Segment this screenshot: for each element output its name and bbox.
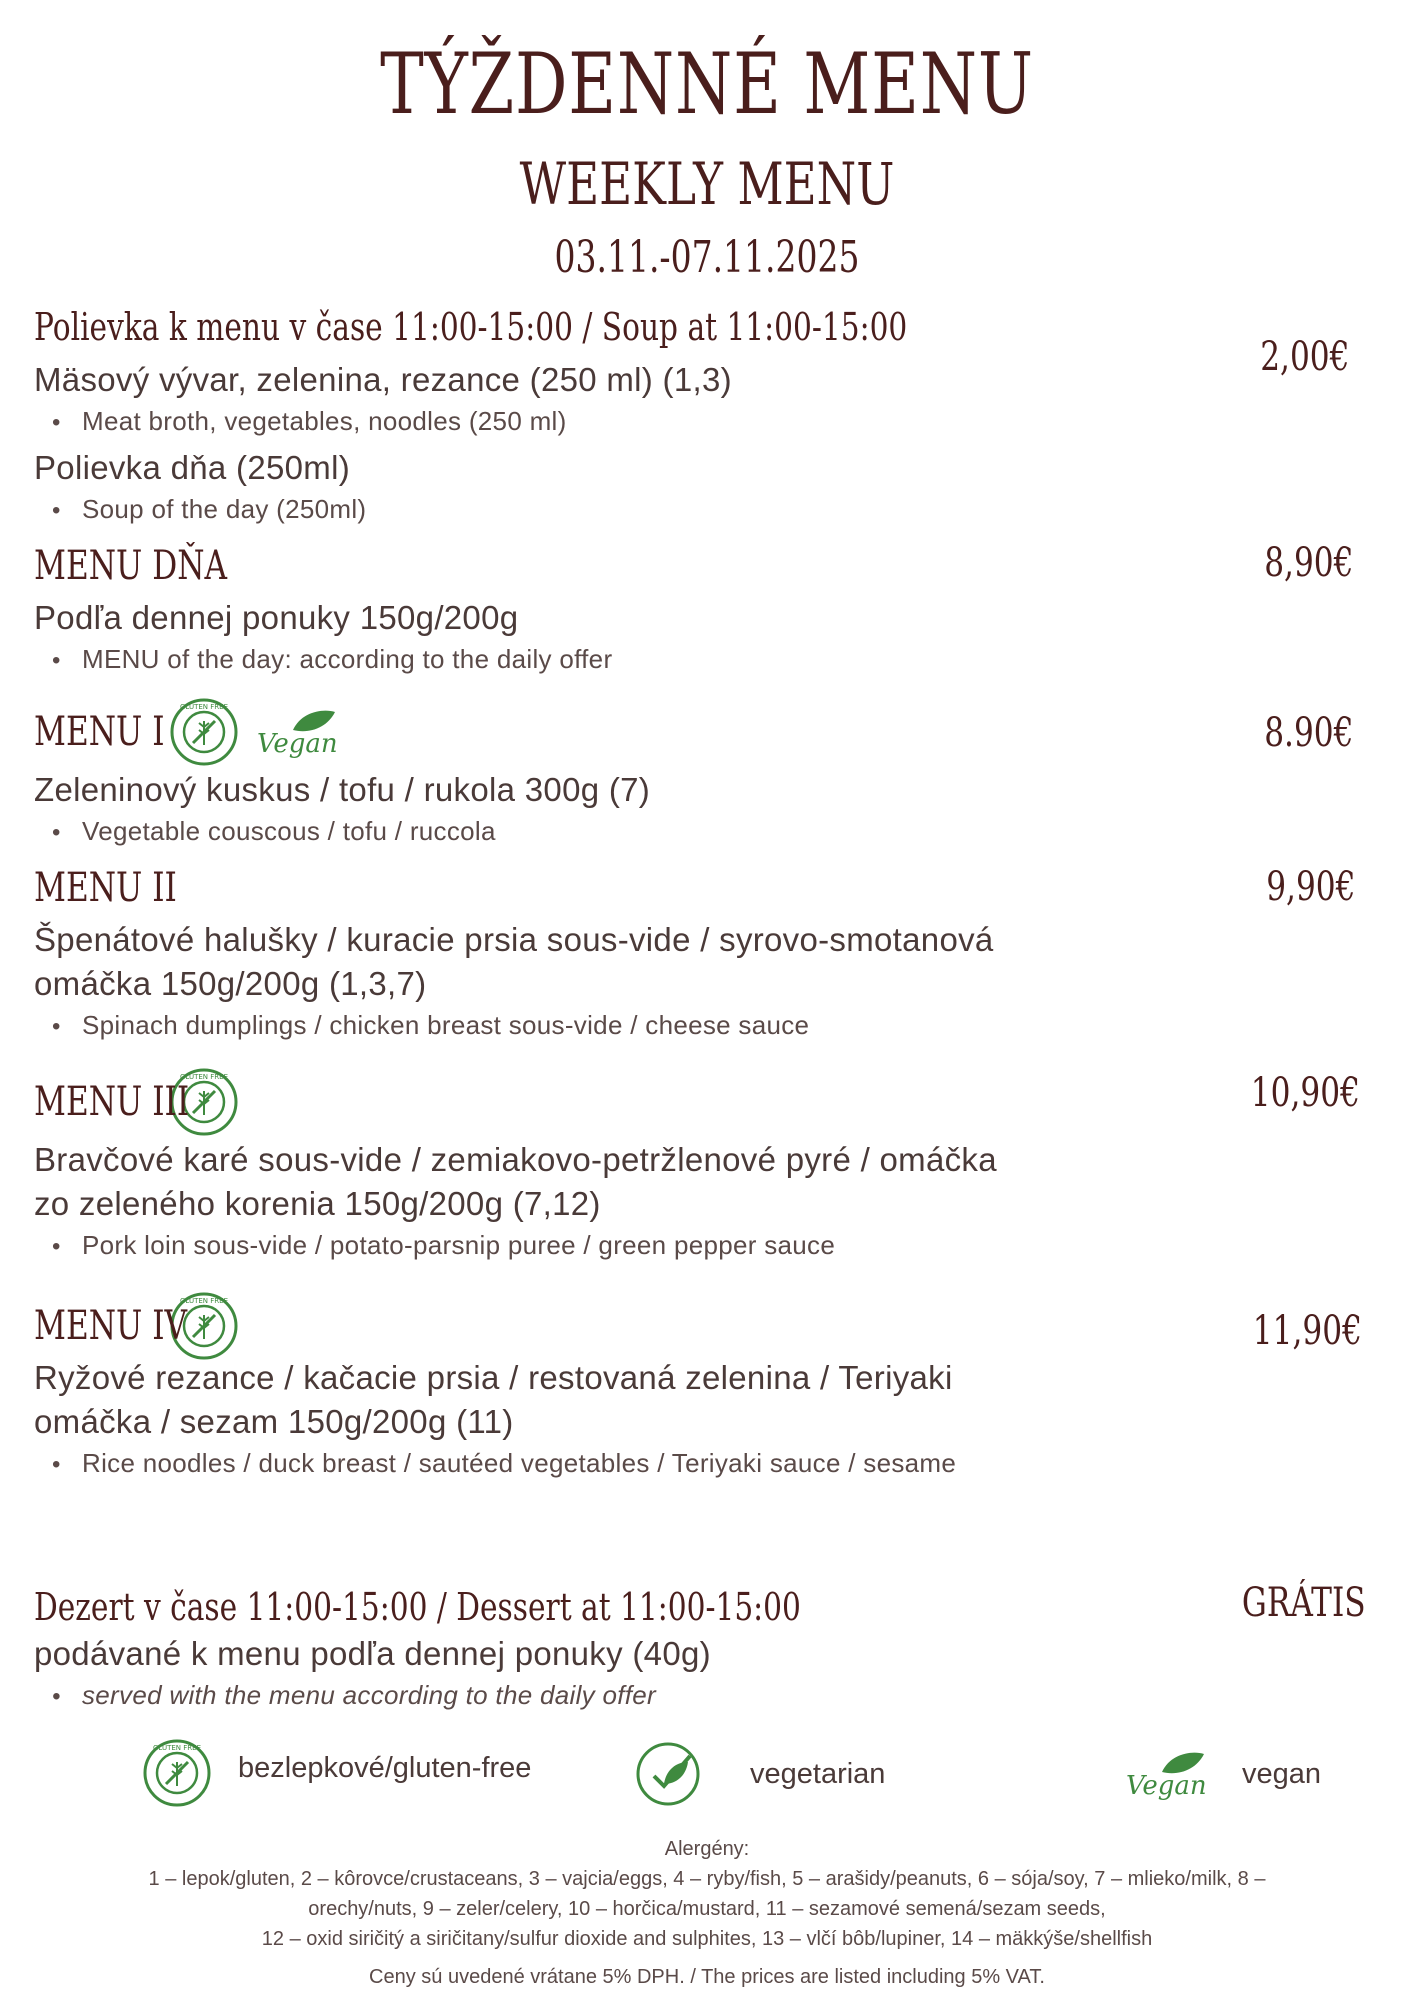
menu-4-label: MENU IV (34, 1303, 188, 1349)
svg-text:Vegan: Vegan (257, 729, 338, 759)
soup-item-2-name: Polievka dňa (250ml) (34, 449, 350, 486)
page-title: TÝŽDENNÉ MENU (380, 35, 1034, 133)
soup-section (34, 302, 1254, 530)
soup-item-2-translation: • Soup of the day (250ml) (34, 490, 1254, 530)
menu-3-price: 10,90€ (1250, 1070, 1360, 1116)
svg-text:GLUTEN FREE: GLUTEN FREE (180, 703, 228, 711)
menu-day-translation: • MENU of the day: according to the daily offer (34, 640, 1254, 680)
page-subtitle: WEEKLY MENU (519, 150, 895, 218)
gluten-free-icon (142, 1738, 212, 1808)
allergens-line-3: 12 – oxid siričitý a siričitany/sulfur dioxide and sulphites, 13 – vlčí bôb/lupiner, 14 – mäkkýše/shellfish (261, 1928, 1153, 1950)
dessert-price: GRÁTIS (1242, 1580, 1366, 1626)
menu-4-name-line-2: omáčka / sezam 150g/200g (11) (34, 1403, 514, 1440)
menu-4-name-line-1: Ryžové rezance / kačacie prsia / restovaná zelenina / Teriyaki (34, 1359, 953, 1396)
menu-1-price: 8.90€ (1264, 710, 1354, 756)
menu-1-name: Zeleninový kuskus / tofu / rukola 300g (7) (34, 771, 651, 808)
svg-text:GLUTEN FREE: GLUTEN FREE (153, 1744, 201, 1752)
menu-day-name: Podľa dennej ponuky 150g/200g (34, 599, 519, 636)
allergens-title: Alergény: (664, 1838, 750, 1860)
allergens-line-1: 1 – lepok/gluten, 2 – kôrovce/crustaceans, 3 – vajcia/eggs, 4 – ryby/fish, 5 – arašidy/peanuts, 6 – sója/soy, 7 – mlieko/milk, 8 – (148, 1868, 1266, 1890)
legend-gluten-free (142, 1738, 531, 1808)
vegetarian-icon (634, 1740, 702, 1808)
menu-4-translation: • Rice noodles / duck breast / sautéed vegetables / Teriyaki sauce / sesame (34, 1444, 1254, 1484)
svg-text:Vegan: Vegan (1126, 1771, 1207, 1801)
menu-2-label: MENU II (34, 865, 177, 911)
legend-vegetarian-label: vegetarian (750, 1757, 886, 1790)
soup-item-1-name: Mäsový vývar, zelenina, rezance (250 ml) (1,3) (34, 361, 732, 398)
vat-note: Ceny sú uvedené vrátane 5% DPH. / The prices are listed including 5% VAT. (369, 1966, 1045, 1988)
menu-3-label: MENU III (34, 1079, 190, 1125)
vegan-icon (253, 702, 343, 762)
diet-legend (0, 1738, 1414, 1818)
menu-2-name-line-1: Špenátové halušky / kuracie prsia sous-vide / syrovo-smotanová (34, 921, 994, 958)
menu-3-section (34, 1072, 1254, 1266)
legend-gluten-free-label: bezlepkové/gluten-free (238, 1751, 532, 1784)
menu-4-section (34, 1296, 1254, 1484)
dessert-translation: • served with the menu according to the daily offer (34, 1676, 1254, 1716)
menu-3-translation: • Pork loin sous-vide / potato-parsnip puree / green pepper sauce (34, 1226, 1254, 1266)
menu-2-section (34, 858, 1254, 1046)
vegan-icon (1122, 1744, 1212, 1804)
menu-2-name-line-2: omáčka 150g/200g (1,3,7) (34, 965, 427, 1002)
menu-1-translation: • Vegetable couscous / tofu / ruccola (34, 812, 1254, 852)
legend-vegetarian (634, 1740, 885, 1808)
svg-text:GLUTEN FREE: GLUTEN FREE (180, 1297, 228, 1305)
date-range: 03.11.-07.11.2025 (554, 232, 860, 283)
menu-3-name-line-2: zo zeleného korenia 150g/200g (7,12) (34, 1185, 601, 1222)
dessert-title: Dezert v čase 11:00-15:00 / Dessert at 11:00-15:00 (34, 1585, 801, 1629)
menu-day-label: MENU DŇA (34, 543, 228, 589)
menu-2-price: 9,90€ (1266, 864, 1356, 910)
soup-title: Polievka k menu v čase 11:00-15:00 / Soup at 11:00-15:00 (34, 305, 908, 349)
dessert-section (34, 1582, 1254, 1716)
menu-1-label: MENU I (34, 709, 165, 755)
allergens-list (40, 1834, 1374, 1954)
soup-item-1-translation: • Meat broth, vegetables, noodles (250 ml) (34, 402, 1254, 442)
menu-day-price: 8,90€ (1264, 540, 1354, 586)
menu-2-translation: • Spinach dumplings / chicken breast sous-vide / cheese sauce (34, 1006, 1254, 1046)
legend-vegan (1122, 1744, 1321, 1804)
menu-4-price: 11,90€ (1252, 1308, 1362, 1354)
gluten-free-icon (169, 697, 239, 767)
legend-vegan-label: vegan (1242, 1757, 1322, 1790)
menu-day-section (34, 536, 1254, 680)
svg-text:GLUTEN FREE: GLUTEN FREE (180, 1073, 228, 1081)
dessert-name: podávané k menu podľa dennej ponuky (40g) (34, 1635, 711, 1672)
allergens-line-2: orechy/nuts, 9 – zeler/celery, 10 – horčica/mustard, 11 – sezamové semená/sezam seeds, (308, 1898, 1106, 1920)
soup-price: 2,00€ (1260, 334, 1350, 380)
menu-1-section (34, 702, 1254, 852)
menu-3-name-line-1: Bravčové karé sous-vide / zemiakovo-petržlenové pyré / omáčka (34, 1141, 997, 1178)
